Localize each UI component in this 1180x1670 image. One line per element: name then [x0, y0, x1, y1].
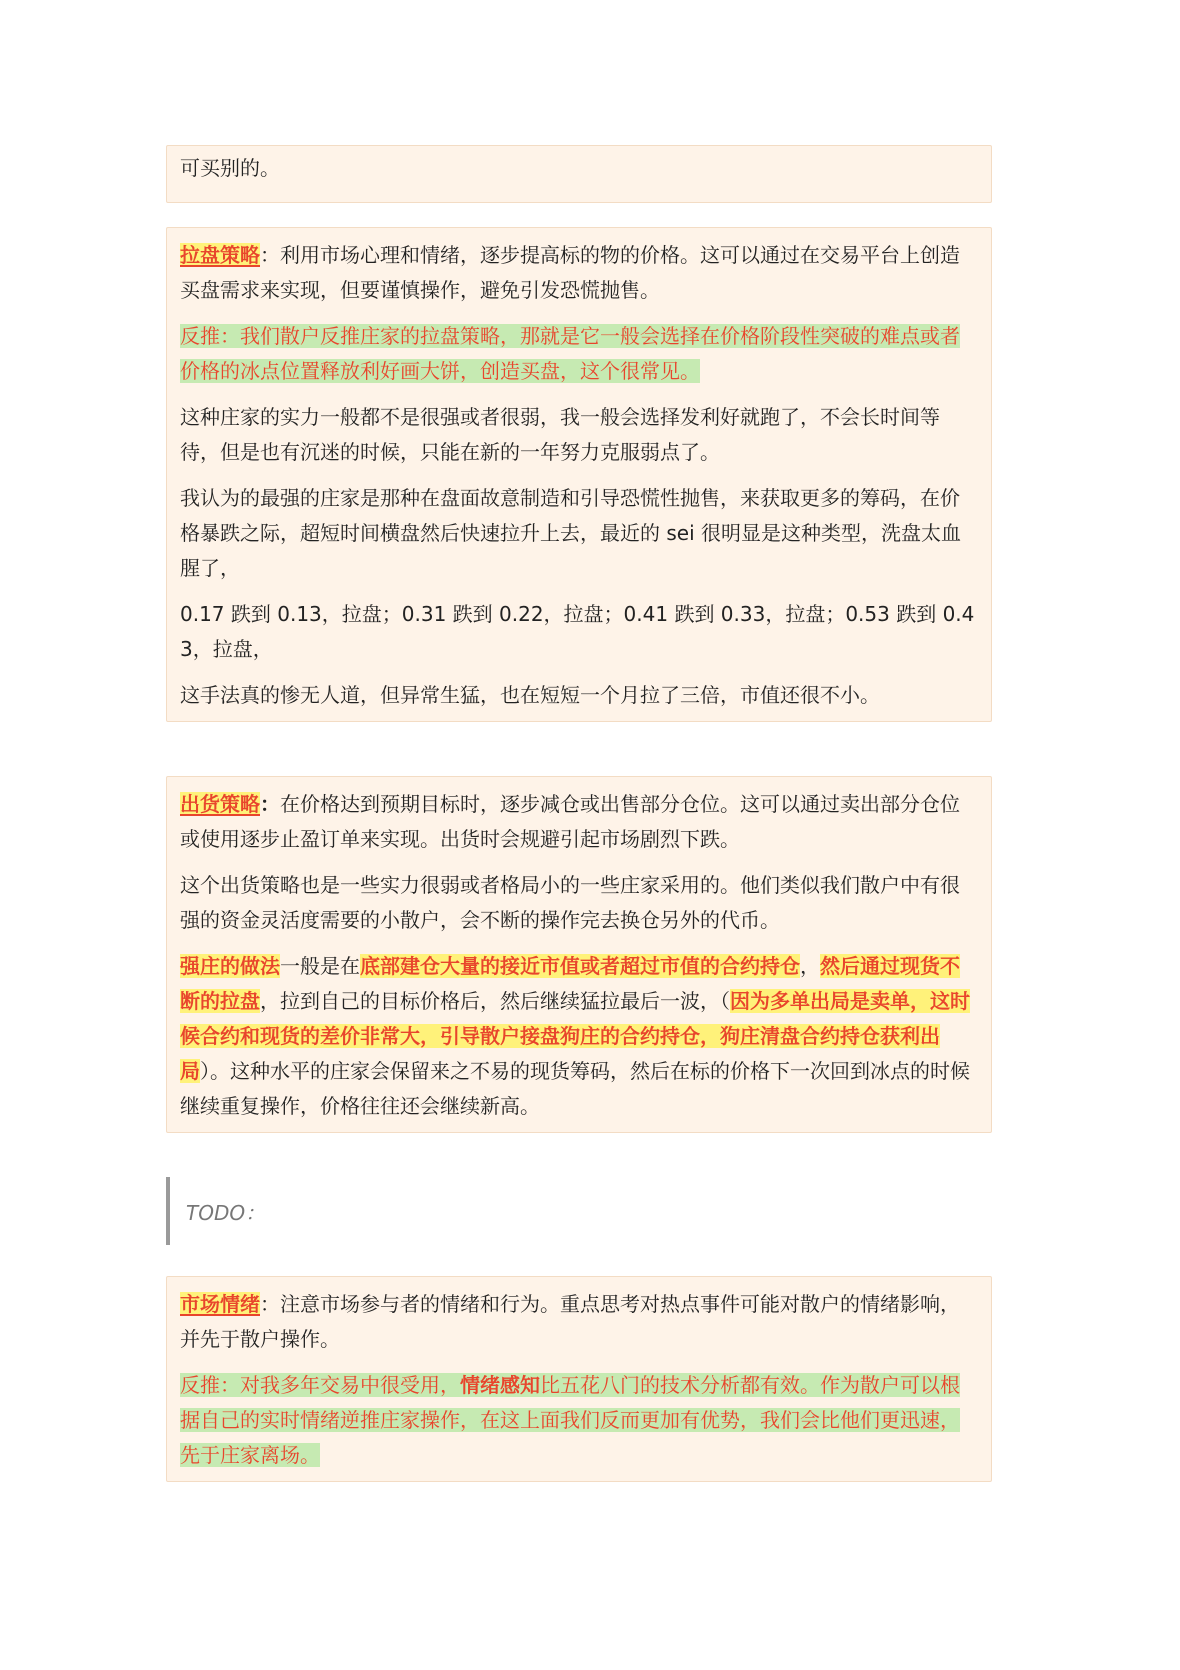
- yellow-highlight-text: 因为多单出局是卖单，这时候合约和现货的差价非常大，引导散户接盘狗庄的合约持仓，狗庄清盘合约持仓获利出局: [180, 989, 970, 1083]
- paragraph: 这种庄家的实力一般都不是很强或者很弱，我一般会选择发利好就跑了，不会长时间等待，但是也有沉迷的时候，只能在新的一年努力克服弱点了。: [180, 405, 940, 464]
- green-highlight-text: 比五花八门的技术分析都有效。作为散户可以根据自己的实时情绪逆推庄家操作，在这上面我们反而更加有优势，我们会比他们更迅速，先于庄家离场。: [180, 1373, 960, 1467]
- pull-up-strategy-block: [166, 227, 992, 722]
- green-highlight-bold-text: 情绪感知: [460, 1373, 540, 1397]
- paragraph: 这个出货策略也是一些实力很弱或者格局小的一些庄家采用的。他们类似我们散户中有很强的资金灵活度需要的小散户，会不断的操作完去换仓另外的代币。: [180, 873, 960, 932]
- paragraph: 0.17 跌到 0.13，拉盘；0.31 跌到 0.22，拉盘；0.41 跌到 0.33，拉盘；0.53 跌到 0.43，拉盘，: [180, 602, 975, 661]
- paragraph: 可买别的。: [180, 156, 280, 180]
- keyword-highlight: 市场情绪: [180, 1292, 260, 1316]
- paragraph-text: ，: [800, 954, 820, 978]
- paragraph: [180, 787, 979, 857]
- paragraph-text: 在价格达到预期目标时，逐步减仓或出售部分仓位。这可以通过卖出部分仓位或使用逐步止盈订单来实现。出货时会规避引起市场剧烈下跌。: [180, 792, 960, 851]
- paragraph-text: ：注意市场参与者的情绪和行为。重点思考对热点事件可能对散户的情绪影响，并先于散户操作。: [180, 1292, 960, 1351]
- paragraph-text: 一般是在: [280, 954, 360, 978]
- paragraph: [180, 1287, 979, 1357]
- paragraph-text: ）。这种水平的庄家会保留来之不易的现货筹码，然后在标的价格下一次回到冰点的时候继续重复操作，价格往往还会继续新高。: [180, 1059, 970, 1118]
- yellow-highlight-text: 强庄的做法: [180, 954, 280, 978]
- keyword-highlight: 出货策略: [180, 792, 260, 816]
- paragraph: [180, 238, 979, 308]
- keyword-highlight: 拉盘策略: [180, 243, 260, 267]
- paragraph: [180, 949, 979, 1124]
- green-highlight-text: 反推：我们散户反推庄家的拉盘策略，那就是它一般会选择在价格阶段性突破的难点或者价格的冰点位置释放利好画大饼，创造买盘，这个很常见。: [180, 324, 960, 383]
- paragraph: [180, 1368, 979, 1473]
- yellow-highlight-text: 底部建仓大量的接近市值或者超过市值的合约持仓: [360, 954, 800, 978]
- paragraph-text: ，拉到自己的目标价格后，然后继续猛拉最后一波，（: [260, 989, 730, 1013]
- green-highlight-text: 反推：对我多年交易中很受用，: [180, 1373, 460, 1397]
- colon: ：: [260, 792, 280, 816]
- paragraph-text: ：利用市场心理和情绪，逐步提高标的物的价格。这可以通过在交易平台上创造买盘需求来实现，但要谨慎操作，避免引发恐慌抛售。: [180, 243, 960, 302]
- todo-text: TODO：: [186, 1200, 266, 1225]
- todo-blockquote: [166, 1177, 566, 1245]
- yellow-highlight-text: 然后通过现货不断的拉盘: [180, 954, 960, 1013]
- paragraph: 我认为的最强的庄家是那种在盘面故意制造和引导恐慌性抛售，来获取更多的筹码，在价格暴跌之际，超短时间横盘然后快速拉升上去，最近的 sei 很明显是这种类型，洗盘太血腥了，: [180, 486, 961, 580]
- market-sentiment-block: [166, 1276, 992, 1482]
- paragraph: 这手法真的惨无人道，但异常生猛，也在短短一个月拉了三倍，市值还很不小。: [180, 683, 880, 707]
- paragraph: [180, 319, 979, 389]
- sell-strategy-block: [166, 776, 992, 1133]
- text-block-1: [166, 145, 992, 203]
